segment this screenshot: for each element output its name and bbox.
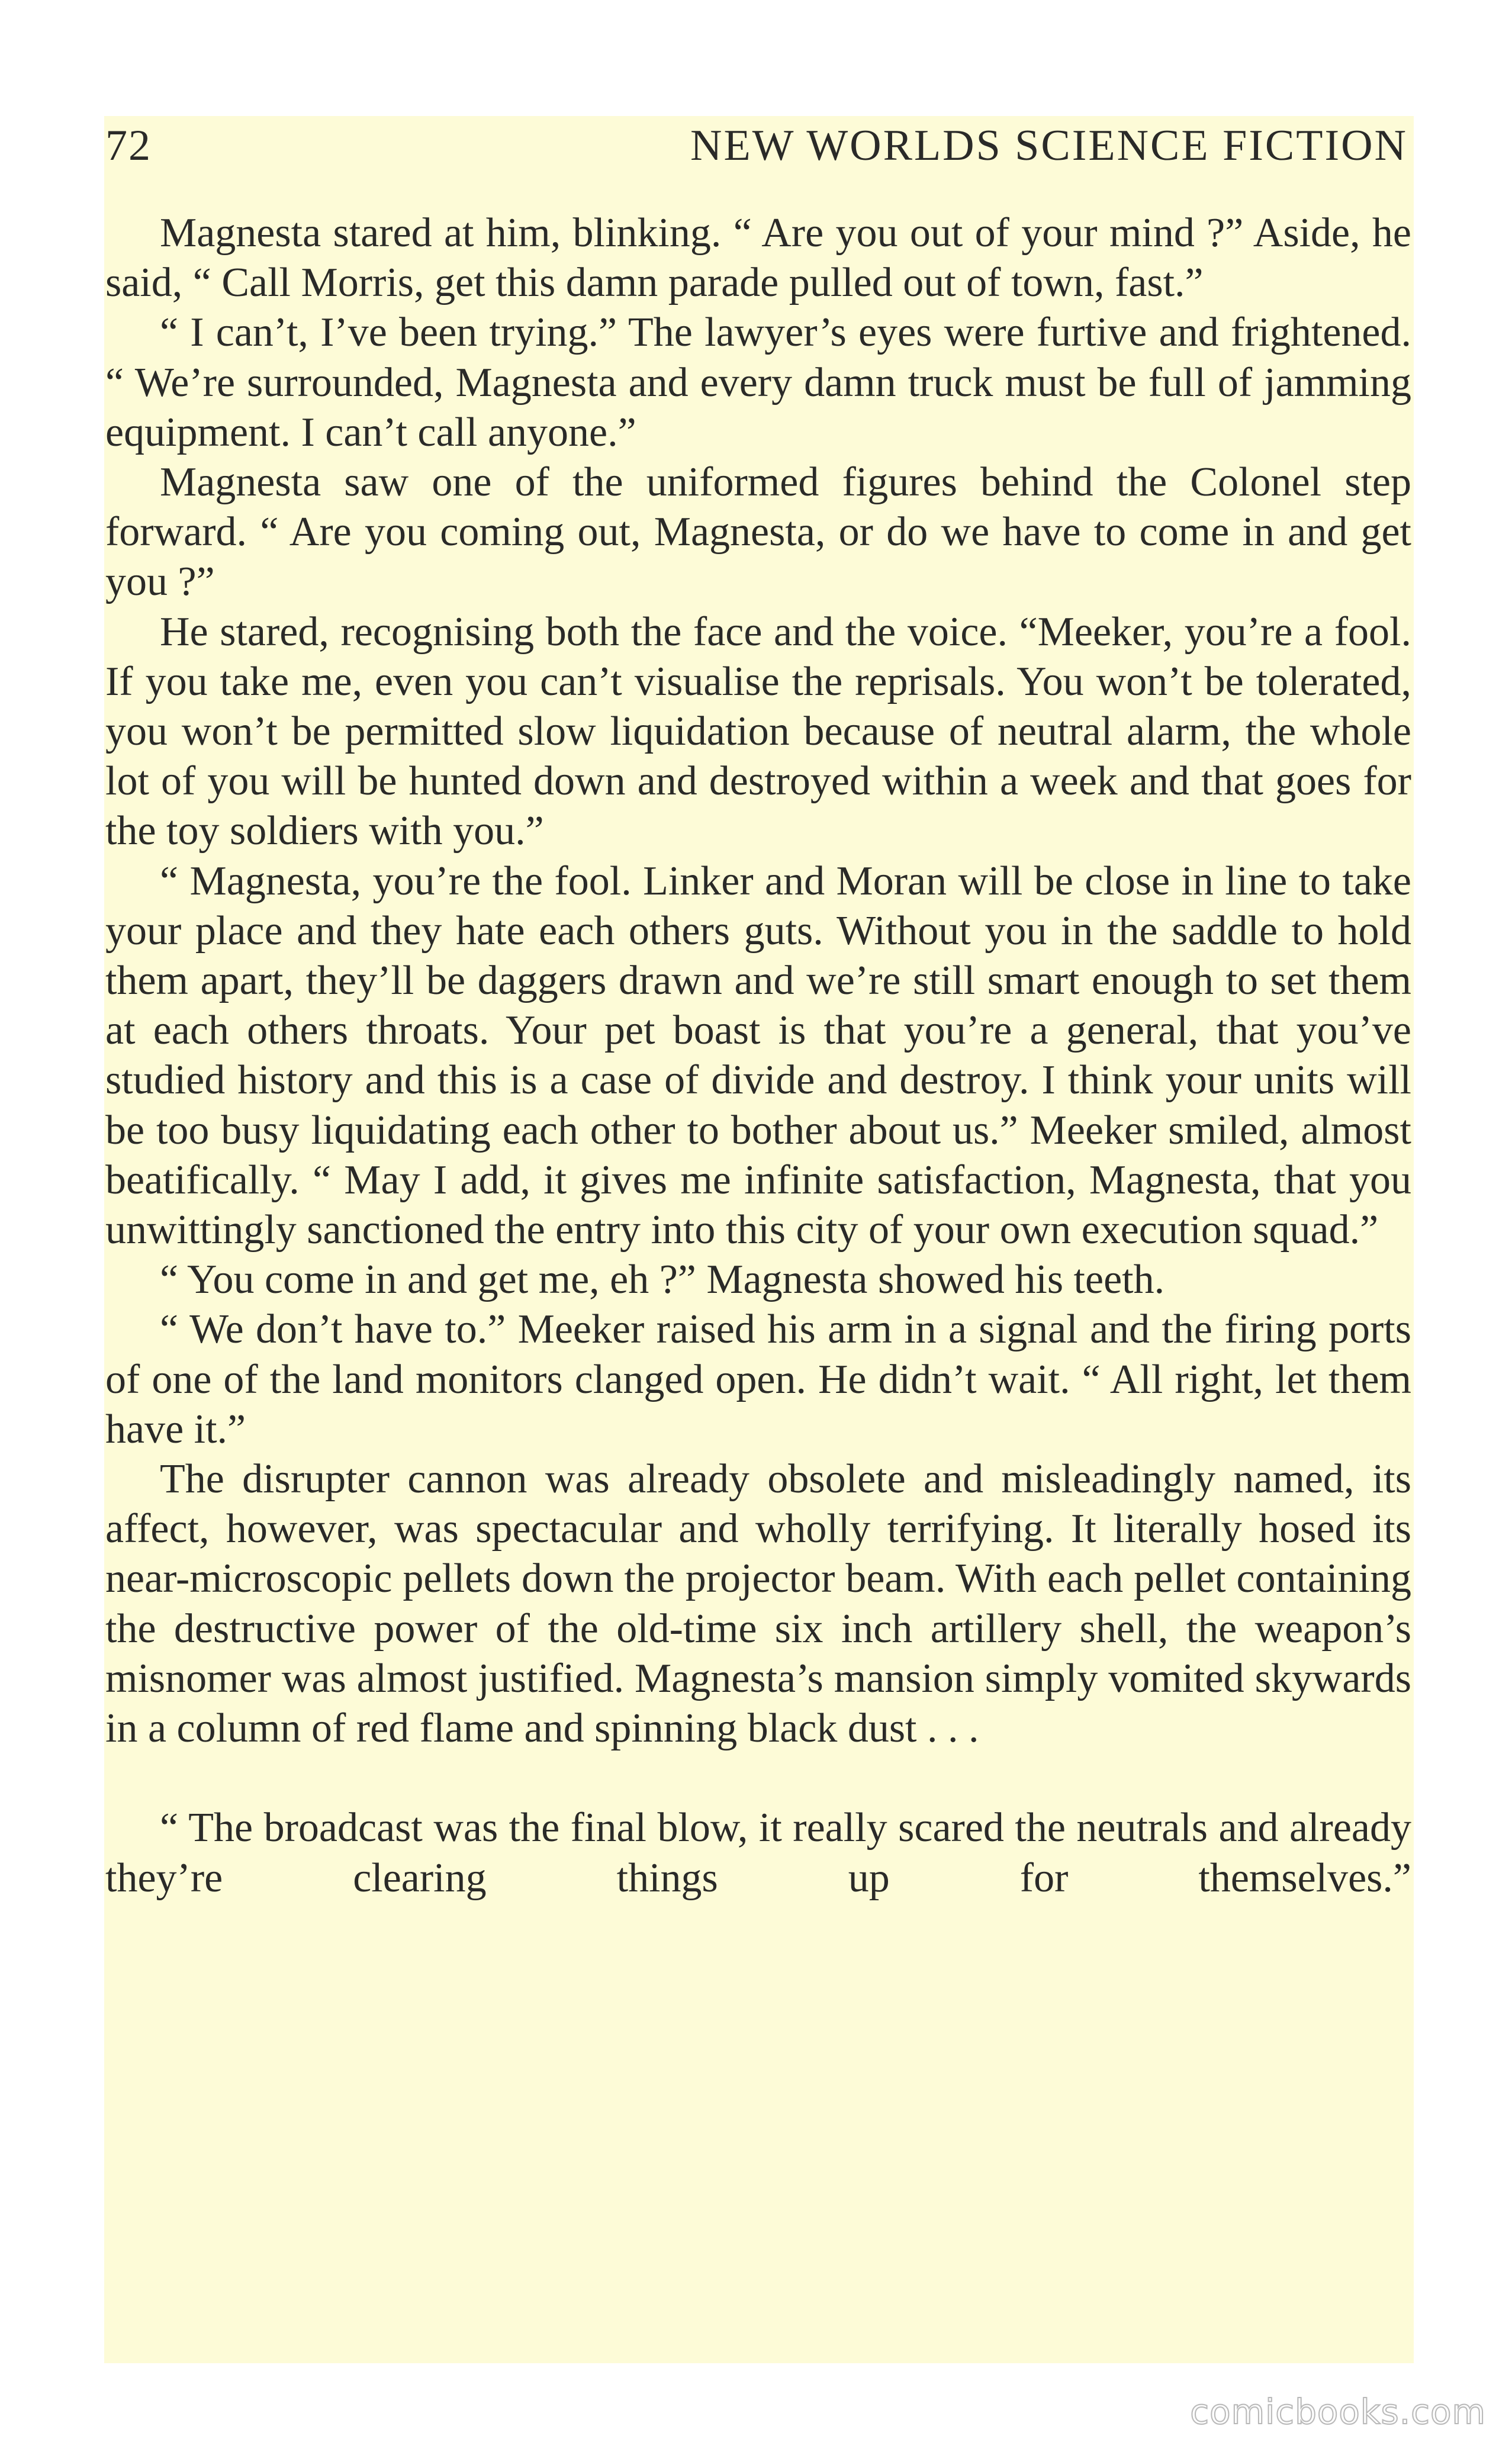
paragraph: “ We don’t have to.” Meeker raised his arm in a signal and the firing ports of one of the land monitors clanged open. He didn’t wait. “ All right, let them have it.”	[105, 1307, 1411, 1452]
paragraph: The disrupter cannon was already obsolete and misleadingly named, its affect, however, was spectacular and wholly terrifying. It literally hosed its near-microscopic pellets down the projector beam. With each pellet containing the destructive power of the old-time six inch artillery shell, the weapon’s misnomer was almost justified. Magnesta’s mansion simply vomited skywards in a column of red flame and spinning black dust . . .	[105, 1456, 1411, 1752]
source-watermark: comicbooks.com	[1190, 2392, 1486, 2432]
paragraph: “ Magnesta, you’re the fool. Linker and Moran will be close in line to take your place and they hate each others guts. Without you in the saddle to hold them apart, they’ll be daggers drawn and we’re still smart enough to set them at each others throats. Your pet boast is that you’re a general, that you’ve studied history and this is a case of divide and destroy. I think your units will be too busy liquidating each other to bother about us.” Meeker smiled, almost beatifically. “ May I add, it gives me infinite satisfaction, Magnesta, that you unwittingly sanctioned the entry into this city of your own execution squad.”	[105, 858, 1411, 1253]
paragraph: “ I can’t, I’ve been trying.” The lawyer’s eyes were furtive and frightened. “ We’re surrounded, Magnesta and every damn truck must be full of jamming equipment. I can’t call anyone.”	[105, 310, 1411, 455]
paragraph: Magnesta saw one of the uniformed figures behind the Colonel step forward. “ Are you coming out, Magnesta, or do we have to come in and get you ?”	[105, 459, 1411, 605]
page-number: 72	[105, 121, 152, 170]
paragraph: He stared, recognising both the face and the voice. “Meeker, you’re a fool. If you take me, even you can’t visualise the reprisals. You won’t be tolerated, you won’t be permitted slow liquidation because of neutral alarm, the whole lot of you will be hunted down and destroyed within a week and that goes for the toy soldiers with you.”	[105, 609, 1411, 854]
paragraph: “ The broadcast was the final blow, it really scared the neutrals and already they’re clearing things up for themselves.”	[105, 1805, 1411, 1901]
paragraph: Magnesta stared at him, blinking. “ Are you out of your mind ?” Aside, he said, “ Call Morris, get this damn parade pulled out of town, fast.”	[105, 210, 1411, 306]
section-break	[105, 1753, 1411, 1803]
publication-title: NEW WORLDS SCIENCE FICTION	[690, 121, 1408, 170]
paragraph: “ You come in and get me, eh ?” Magnesta showed his teeth.	[160, 1257, 1165, 1303]
running-head	[105, 110, 1408, 181]
story-text	[105, 208, 1411, 1903]
